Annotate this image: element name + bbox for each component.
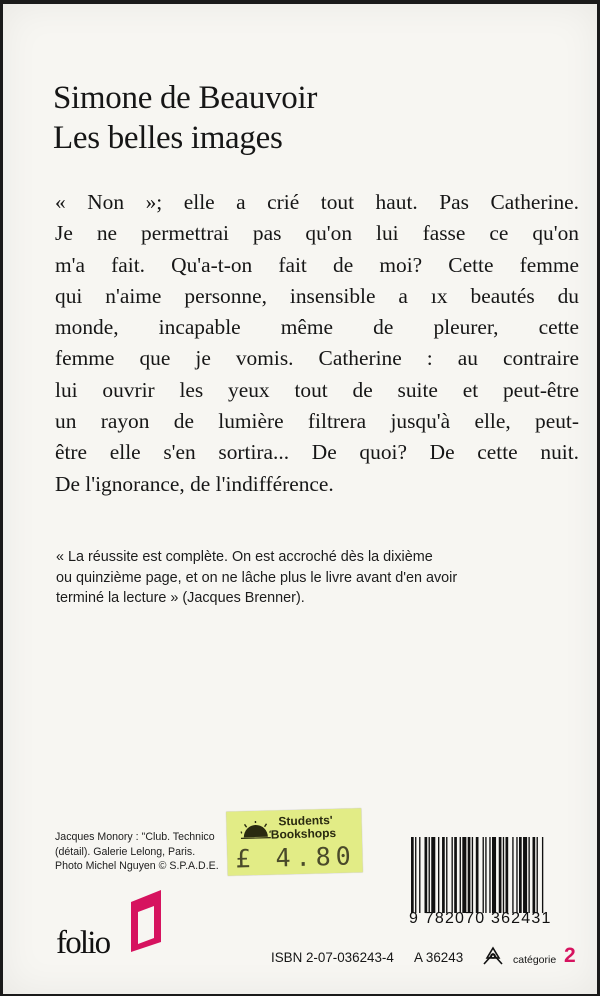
barcode-bar [425,837,428,913]
barcode-bar [512,837,513,913]
barcode-bar [472,837,473,913]
barcode-bar [429,837,430,913]
price-label: £ 4.80 [235,841,357,874]
barcode-bar [483,837,484,913]
price-sticker [226,808,363,876]
barcode-bar [438,837,439,913]
credit-line: Jacques Monory : "Club. Technico [55,831,215,843]
excerpt-line: monde, incapable même de pleurer, cette [55,315,579,340]
review-quote [56,547,556,609]
barcode-bar [468,837,471,913]
excerpt-line: être elle s'en sortira... De quoi? De cette nuit. [55,440,579,465]
barcode-bar [519,837,522,913]
excerpt-line: m'a fait. Qu'a-t-on fait de moi? Cette femme [55,252,579,277]
barcode-bar [462,837,466,913]
category-label: catégorie [513,954,557,966]
publisher-logo-text: folio [56,925,110,961]
shop-name-line2: Bookshops [270,825,337,842]
barcode-bar [516,837,517,913]
rising-sun-icon [240,821,270,840]
review-line: terminé la lecture » (Jacques Brenner). [56,590,305,607]
barcode-bar [460,837,461,913]
credit-line: (détail). Galerie Lelong, Paris. [55,845,196,858]
review-line: « La réussite est complète. On est accroché dès la dixième [56,549,433,565]
barcode-bar [523,837,527,913]
barcode-bar [506,837,509,913]
shop-name-line1: Students' [278,812,333,829]
barcode-bar [431,837,435,913]
excerpt-line: un rayon de lumière filtrera jusqu'à elle, peut- [55,409,579,434]
barcode-bar [476,837,479,913]
barcode-bar [442,837,445,913]
excerpt-line: Je ne permettrai pas qu'on lui fasse ce qu'on [55,221,579,246]
publisher-mark-icon [481,945,505,967]
barcode-bar [503,837,504,913]
author-name: Simone de Beauvoir [53,80,318,116]
barcode-bar [485,837,486,913]
barcode-bar [446,837,447,913]
barcode [411,837,575,913]
excerpt-line: lui ouvrir les yeux tout de suite et peut-être [55,377,579,402]
barcode-bar [415,837,416,913]
excerpt [55,187,579,500]
excerpt-line: « Non »; elle a crié tout haut. Pas Catherine. [55,190,579,214]
isbn-number: ISBN 2-07-036243-4 [271,950,394,965]
barcode-bar [533,837,536,913]
credit-line: Photo Michel Nguyen © S.P.A.D.E. [55,860,219,872]
cover-credits [55,830,219,874]
barcode-bar [419,837,420,913]
barcode-bar [537,837,538,913]
barcode-bar [489,837,490,913]
category-number: 2 [564,944,576,967]
barcode-digits: 9 782070 362431 [409,910,552,927]
back-cover [3,4,597,994]
barcode-bar [452,837,453,913]
book-title: Les belles images [53,120,283,156]
catalog-code: A 36243 [414,950,464,965]
barcode-bar [411,837,414,913]
barcode-bar [454,837,457,913]
review-line: ou quinzième page, et on ne lâche plus le livre avant d'en avoir [56,569,458,586]
barcode-bar [492,837,496,913]
excerpt-line: De l'ignorance, de l'indifférence. [55,471,334,496]
barcode-bar [499,837,502,913]
excerpt-line: femme que je vomis. Catherine : au contraire [55,346,579,371]
excerpt-line: qui n'aime personne, insensible a ıx beautés du [55,283,579,308]
barcode-bar [542,837,543,913]
barcode-bar [528,837,529,913]
